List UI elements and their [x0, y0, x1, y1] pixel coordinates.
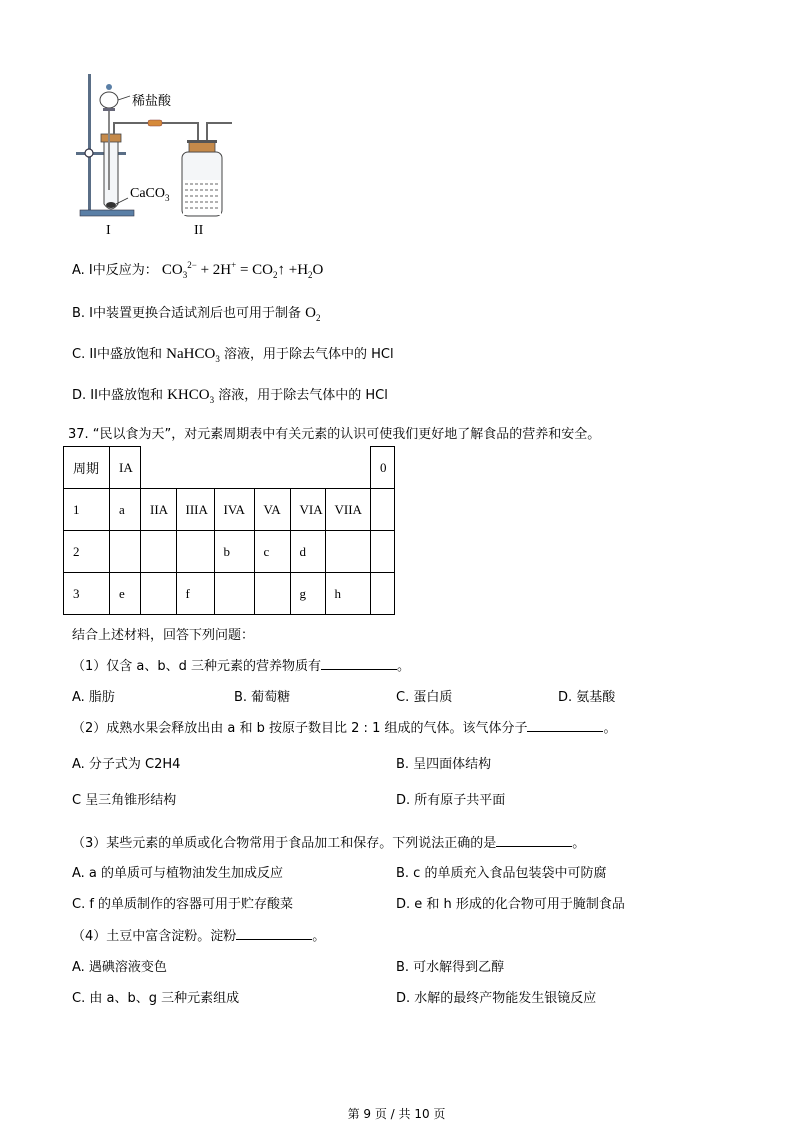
table-cell: 3 — [64, 573, 110, 615]
table-cell — [290, 447, 325, 489]
table-cell — [371, 531, 395, 573]
table-cell: b — [214, 531, 254, 573]
q37-sub2-stem-end: 。 — [603, 721, 617, 736]
table-row — [64, 489, 395, 531]
q37-sub1-stem — [72, 655, 410, 674]
q37-sub1-stem-text: （1）仅含 a、b、d 三种元素的营养物质有 — [72, 659, 322, 674]
q37-sub2-option-c: C 呈三角锥形结构 — [72, 793, 177, 808]
table-cell: d — [290, 531, 325, 573]
q36-option-c-prefix: C. II中盛放饱和 — [72, 347, 163, 362]
table-cell: c — [254, 531, 290, 573]
q37-sub2-stem — [72, 717, 617, 736]
q36-option-d-suffix: 溶液，用于除去气体中的 HCl — [218, 388, 388, 403]
q36-option-b-formula: $O_2$ — [305, 305, 321, 323]
q37-sub4-stem — [72, 925, 325, 944]
table-cell: e — [110, 573, 141, 615]
table-cell — [176, 447, 214, 489]
label-apparatus-2: II — [194, 223, 204, 238]
table-cell — [371, 489, 395, 531]
q37-sub3-option-a: A. a 的单质可与植物油发生加成反应 — [72, 866, 284, 881]
q37-sub4-stem-end: 。 — [312, 929, 326, 944]
q36-option-d-formula: $KHCO_3$ — [167, 387, 215, 405]
q36-option-a-equation: $CO_3^{2-} + 2H^+$ = $CO_2↑ +H_2O$ — [161, 260, 324, 280]
q37-sub3-stem-end: 。 — [572, 836, 586, 851]
q37-sub4-option-c: C. 由 a、b、g 三种元素组成 — [72, 991, 240, 1006]
q37-sub3-stem — [72, 832, 585, 851]
q36-option-b-text: B. I中装置更换合适试剂后也可用于制备 — [72, 306, 302, 321]
q36-option-a-text: A. I中反应为： — [72, 263, 158, 278]
q36-option-c-formula: NaHCO$_3$ — [166, 346, 220, 364]
q37-sub3-option-d: D. e 和 h 形成的化合物可用于腌制食品 — [396, 897, 625, 912]
table-cell: 周期 — [64, 447, 110, 489]
q37-sub1-option-c: C. 蛋白质 — [396, 690, 453, 705]
table-cell — [141, 531, 177, 573]
label-dilute-hcl: 稀盐酸 — [132, 94, 172, 109]
table-cell: f — [176, 573, 214, 615]
table-cell — [214, 573, 254, 615]
table-cell: IIIA — [176, 489, 214, 531]
table-cell: VIA — [290, 489, 325, 531]
q37-sub1-stem-end: 。 — [397, 659, 411, 674]
table-cell: VA — [254, 489, 290, 531]
table-cell — [110, 531, 141, 573]
q37-sub1-option-a: A. 脂肪 — [72, 690, 115, 705]
table-cell — [325, 531, 371, 573]
q36-option-d-prefix: D. II中盛放饱和 — [72, 388, 163, 403]
q37-sub3-option-b: B. c 的单质充入食品包装袋中可防腐 — [396, 866, 607, 881]
q37-sub1-option-b: B. 葡萄糖 — [234, 690, 291, 705]
q36-option-c — [72, 343, 394, 363]
table-row-header — [64, 447, 395, 489]
table-cell: h — [325, 573, 371, 615]
table-cell — [254, 447, 290, 489]
table-row — [64, 573, 395, 615]
label-caco3 — [130, 186, 170, 202]
q36-option-b — [72, 302, 321, 322]
q36-option-d — [72, 384, 388, 404]
q37-sub1-option-d: D. 氨基酸 — [558, 690, 616, 705]
q37-sub3-option-c: C. f 的单质制作的容器可用于贮存酸菜 — [72, 897, 294, 912]
table-cell: VIIA — [325, 489, 371, 531]
q37-stem: 37. “民以食为天”，对元素周期表中有关元素的认识可使我们更好地了解食品的营养和安全。 — [68, 427, 601, 442]
label-caco3-sub: 3 — [165, 192, 170, 203]
answer-blank[interactable] — [496, 834, 572, 847]
periodic-table — [63, 446, 395, 615]
table-cell: IIA — [141, 489, 177, 531]
table-cell — [141, 447, 177, 489]
table-cell: 0 — [371, 447, 395, 489]
q37-sub4-option-d: D. 水解的最终产物能发生银镜反应 — [396, 991, 597, 1006]
answer-blank[interactable] — [527, 719, 603, 732]
q37-sub2-stem-text: （2）成熟水果会释放出由 a 和 b 按原子数目比 2 : 1 组成的气体。该气体分子 — [72, 721, 528, 736]
q37-sub4-stem-text: （4）土豆中富含淀粉。淀粉 — [72, 929, 237, 944]
table-cell: 2 — [64, 531, 110, 573]
apparatus-illustration — [70, 62, 250, 242]
q37-sub4-option-a: A. 遇碘溶液变色 — [72, 960, 167, 975]
q37-sub3-stem-text: （3）某些元素的单质或化合物常用于食品加工和保存。下列说法正确的是 — [72, 836, 497, 851]
q37-sub2-option-d: D. 所有原子共平面 — [396, 793, 506, 808]
table-cell — [141, 573, 177, 615]
table-cell: g — [290, 573, 325, 615]
table-cell: IVA — [214, 489, 254, 531]
table-cell — [254, 573, 290, 615]
table-cell — [176, 531, 214, 573]
label-apparatus-1: I — [106, 223, 111, 238]
table-row — [64, 531, 395, 573]
label-caco3-text: CaCO — [130, 186, 165, 201]
q37-sub2-option-a: A. 分子式为 C2H4 — [72, 757, 181, 772]
q36-option-c-suffix: 溶液，用于除去气体中的 HCl — [223, 347, 394, 362]
table-cell: a — [110, 489, 141, 531]
q37-intro: 结合上述材料，回答下列问题： — [72, 628, 255, 643]
answer-blank[interactable] — [236, 927, 312, 940]
table-cell — [325, 447, 371, 489]
q36-option-a — [72, 259, 323, 279]
table-cell — [214, 447, 254, 489]
q37-sub4-option-b: B. 可水解得到乙醇 — [396, 960, 505, 975]
table-cell: 1 — [64, 489, 110, 531]
table-cell — [371, 573, 395, 615]
q37-sub2-option-b: B. 呈四面体结构 — [396, 757, 492, 772]
page-footer: 第 9 页 / 共 10 页 — [347, 1107, 446, 1121]
table-cell: IA — [110, 447, 141, 489]
apparatus-diagram — [70, 62, 250, 242]
answer-blank[interactable] — [321, 657, 397, 670]
